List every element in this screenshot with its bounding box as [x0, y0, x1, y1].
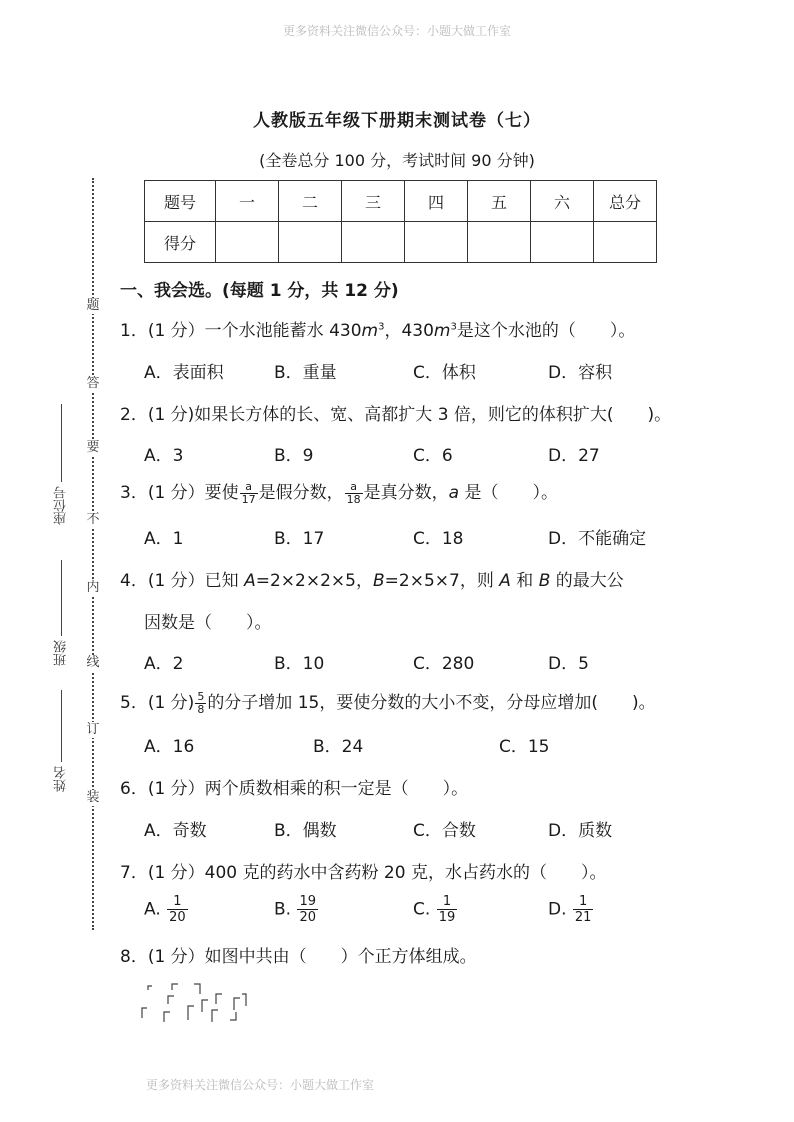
q4-option-b[interactable]: B．10 — [274, 654, 325, 674]
q3-fraction-2-numerator: a — [345, 481, 363, 494]
question-1 — [120, 316, 635, 341]
question-8: 8．(1 分）如图中共由（ ）个正方体组成。 — [120, 947, 477, 967]
watermark-bottom: 更多资料关注微信公众号：小题大做工作室 — [146, 1078, 375, 1092]
q6-option-c[interactable]: C．合数 — [413, 821, 476, 841]
section-heading: 一、我会选。(每题 1 分，共 12 分) — [120, 281, 399, 301]
binding-word: 题 — [84, 298, 102, 314]
q4-text: 的最大公 — [550, 571, 624, 591]
question-6: 6．(1 分）两个质数相乘的积一定是（ ）。 — [120, 779, 469, 799]
q1-text: ，430 — [384, 321, 434, 341]
q4-text: 4．(1 分）已知 — [120, 571, 245, 591]
q1-unit: m — [361, 321, 379, 341]
score-table-header-row — [145, 181, 657, 222]
question-2: 2．(1 分)如果长方体的长、宽、高都扩大 3 倍，则它的体积扩大( )。 — [120, 405, 672, 425]
score-cell[interactable] — [405, 222, 468, 263]
q7-option-fraction — [573, 894, 594, 925]
q4-variable-b: B — [538, 571, 551, 591]
q1-exponent: 3 — [378, 321, 385, 333]
fraction-numerator: 1 — [573, 894, 594, 910]
q1-exponent: 3 — [450, 321, 457, 333]
q1-option-c[interactable]: C．体积 — [413, 363, 476, 383]
question-3 — [120, 478, 558, 506]
q7-option-label: D. — [548, 899, 567, 920]
score-header-cell: 总分 — [594, 181, 657, 222]
binding-word: 订 — [84, 722, 102, 738]
fraction-denominator: 20 — [299, 910, 317, 925]
q5-fraction-denominator: 8 — [197, 702, 205, 716]
q1-text: 是这个水池的（ ）。 — [456, 321, 636, 341]
q5-fraction — [195, 691, 206, 716]
q2-option-d[interactable]: D．27 — [548, 446, 600, 466]
q7-option-fraction — [297, 894, 318, 925]
fraction-denominator: 19 — [438, 910, 456, 925]
q7-option-c[interactable] — [413, 894, 458, 925]
q4-variable-a: A — [244, 571, 256, 591]
q2-option-b[interactable]: B．9 — [274, 446, 314, 466]
watermark-top: 更多资料关注微信公众号：小题大做工作室 — [282, 24, 511, 38]
seat-number-underline — [61, 404, 62, 482]
q4-variable-a: A — [499, 571, 511, 591]
binding-word: 要 — [84, 440, 102, 456]
score-cell[interactable] — [342, 222, 405, 263]
score-header-cell: 四 — [405, 181, 468, 222]
q7-option-label: B. — [274, 899, 292, 920]
q3-fraction-1-numerator: a — [240, 481, 258, 494]
q5-option-a[interactable]: A．16 — [144, 737, 195, 757]
score-header-cell: 二 — [279, 181, 342, 222]
q3-text: 3．(1 分）要使 — [120, 483, 239, 503]
score-header-cell: 三 — [342, 181, 405, 222]
exam-title: 人教版五年级下册期末测试卷（七） — [253, 111, 541, 131]
fraction-denominator: 21 — [574, 910, 592, 925]
score-header-cell: 题号 — [145, 181, 216, 222]
q3-option-c[interactable]: C．18 — [413, 529, 464, 549]
binding-word: 内 — [84, 580, 102, 596]
q1-text: 1．(1 分）一个水池能蓄水 430 — [120, 321, 362, 341]
score-cell[interactable] — [216, 222, 279, 263]
q3-option-a[interactable]: A．1 — [144, 529, 184, 549]
q6-option-a[interactable]: A．奇数 — [144, 821, 207, 841]
q5-option-c[interactable]: C．15 — [499, 737, 550, 757]
q2-option-c[interactable]: C．6 — [413, 446, 453, 466]
question-5 — [120, 688, 656, 716]
q5-option-b[interactable]: B．24 — [313, 737, 364, 757]
q5-text: 的分子增加 15，要使分数的大小不变，分母应增加( )。 — [207, 693, 656, 713]
binding-word: 答 — [84, 376, 102, 392]
binding-word: 不 — [84, 512, 102, 528]
q5-text: 5．(1 分) — [120, 693, 195, 713]
q6-option-d[interactable]: D．质数 — [548, 821, 613, 841]
fraction-numerator: 1 — [167, 894, 188, 910]
class-field[interactable] — [52, 640, 72, 666]
q3-text: 是（ ）。 — [459, 483, 558, 503]
q3-fraction-2 — [345, 481, 363, 506]
question-7: 7．(1 分）400 克的药水中含药粉 20 克，水占药水的（ ）。 — [120, 863, 607, 883]
name-underline — [61, 690, 62, 762]
q7-option-fraction — [437, 894, 458, 925]
name-label: 姓名 — [54, 766, 69, 792]
score-header-cell: 六 — [531, 181, 594, 222]
q4-text: 和 — [510, 571, 539, 591]
score-table — [144, 180, 657, 263]
q4-text: =2×5×7，则 — [384, 571, 500, 591]
name-field[interactable] — [52, 766, 72, 792]
q7-option-a[interactable] — [144, 894, 189, 925]
q4-variable-b: B — [372, 571, 385, 591]
q7-option-d[interactable] — [548, 894, 594, 925]
cube-stack-figure — [138, 982, 258, 1030]
score-cell[interactable] — [279, 222, 342, 263]
q3-text: 是假分数， — [258, 483, 344, 503]
q7-option-label: C. — [413, 899, 431, 920]
q7-option-b[interactable] — [274, 894, 319, 925]
q3-fraction-1-denominator: 17 — [241, 492, 256, 506]
q1-option-d[interactable]: D．容积 — [548, 363, 613, 383]
score-row-label: 得分 — [145, 222, 216, 263]
q7-option-fraction — [167, 894, 188, 925]
binding-word: 装 — [84, 790, 102, 806]
score-header-cell: 一 — [216, 181, 279, 222]
q3-variable: a — [448, 483, 460, 503]
q2-option-a[interactable]: A．3 — [144, 446, 184, 466]
q5-fraction-numerator: 5 — [197, 689, 205, 703]
q6-option-b[interactable]: B．偶数 — [274, 821, 337, 841]
exam-subtitle: (全卷总分 100 分，考试时间 90 分钟) — [259, 151, 535, 170]
binding-dotted-line — [92, 178, 94, 930]
q3-fraction-2-denominator: 18 — [346, 492, 361, 506]
score-cell[interactable] — [594, 222, 657, 263]
q4-option-c[interactable]: C．280 — [413, 654, 475, 674]
q1-unit: m — [433, 321, 451, 341]
q4-option-a[interactable]: A．2 — [144, 654, 184, 674]
q3-fraction-1 — [240, 481, 258, 506]
binding-word: 线 — [84, 655, 102, 671]
fraction-denominator: 20 — [169, 910, 186, 925]
score-cell[interactable] — [531, 222, 594, 263]
class-label: 班级 — [54, 640, 69, 666]
q3-option-b[interactable]: B．17 — [274, 529, 325, 549]
q3-option-d[interactable]: D．不能确定 — [548, 529, 647, 549]
fraction-numerator: 19 — [299, 894, 317, 909]
seat-number-label: 座位号 — [54, 486, 69, 525]
q7-option-label: A. — [144, 899, 161, 920]
question-4 — [120, 566, 624, 591]
q1-option-b[interactable]: B．重量 — [274, 363, 337, 383]
score-table-score-row — [145, 222, 657, 263]
q1-option-a[interactable]: A．表面积 — [144, 363, 224, 383]
q3-text: 是真分数， — [363, 483, 449, 503]
class-underline — [61, 560, 62, 636]
score-header-cell: 五 — [468, 181, 531, 222]
seat-number-field[interactable] — [52, 486, 72, 525]
q4-option-d[interactable]: D．5 — [548, 654, 589, 674]
question-4-line-2: 因数是（ ）。 — [144, 613, 272, 633]
score-cell[interactable] — [468, 222, 531, 263]
fraction-numerator: 1 — [437, 894, 458, 910]
q4-text: =2×2×2×5， — [255, 571, 373, 591]
